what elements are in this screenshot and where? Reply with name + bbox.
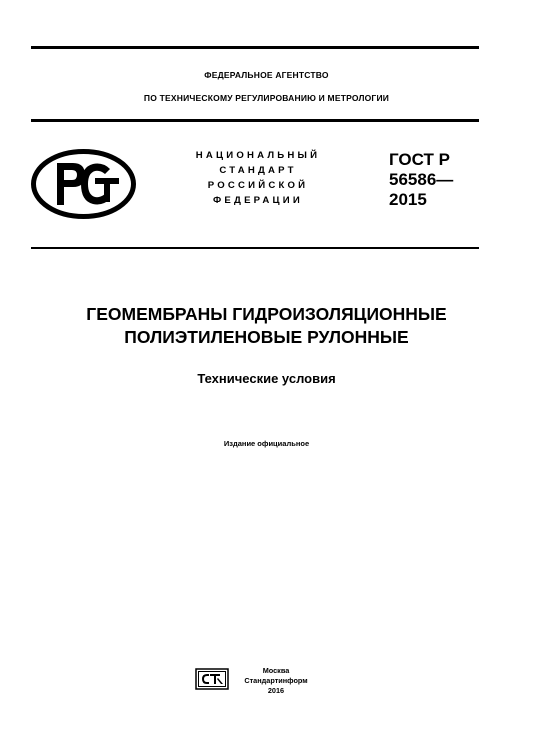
agency-line-1: ФЕДЕРАЛЬНОЕ АГЕНТСТВО [204,70,329,80]
standard-type-line: РОССИЙСКОЙ [207,180,309,191]
standard-type-line: НАЦИОНАЛЬНЫЙ [195,150,321,161]
publisher-logo-icon [195,668,229,690]
publisher-name: Стандартинформ [244,676,308,685]
publisher-info [228,666,324,696]
document-title [0,303,533,349]
gost-r-logo-icon [31,149,136,219]
document-title-line-2: ПОЛИЭТИЛЕНОВЫЕ РУЛОННЫЕ [124,327,409,347]
standard-type [173,148,343,208]
document-subtitle: Технические условия [197,371,336,386]
standard-type-line: СТАНДАРТ [219,165,297,176]
standard-code [389,150,453,210]
top-rule [31,46,479,49]
standard-code-line-1: ГОСТ Р [389,150,450,169]
standard-code-line-3: 2015 [389,190,427,209]
publisher-year: 2016 [267,686,285,695]
standard-type-line: ФЕДЕРАЦИИ [213,195,303,206]
agency-line-2: ПО ТЕХНИЧЕСКОМУ РЕГУЛИРОВАНИЮ И МЕТРОЛОГИИ [143,93,390,103]
standard-code-line-2: 56586— [389,170,454,189]
publisher-city: Москва [262,666,290,675]
edition-note: Издание официальное [223,439,310,448]
header-rule [31,119,479,122]
document-title-line-1: ГЕОМЕМБРАНЫ ГИДРОИЗОЛЯЦИОННЫЕ [86,304,447,324]
mid-rule [31,247,479,249]
